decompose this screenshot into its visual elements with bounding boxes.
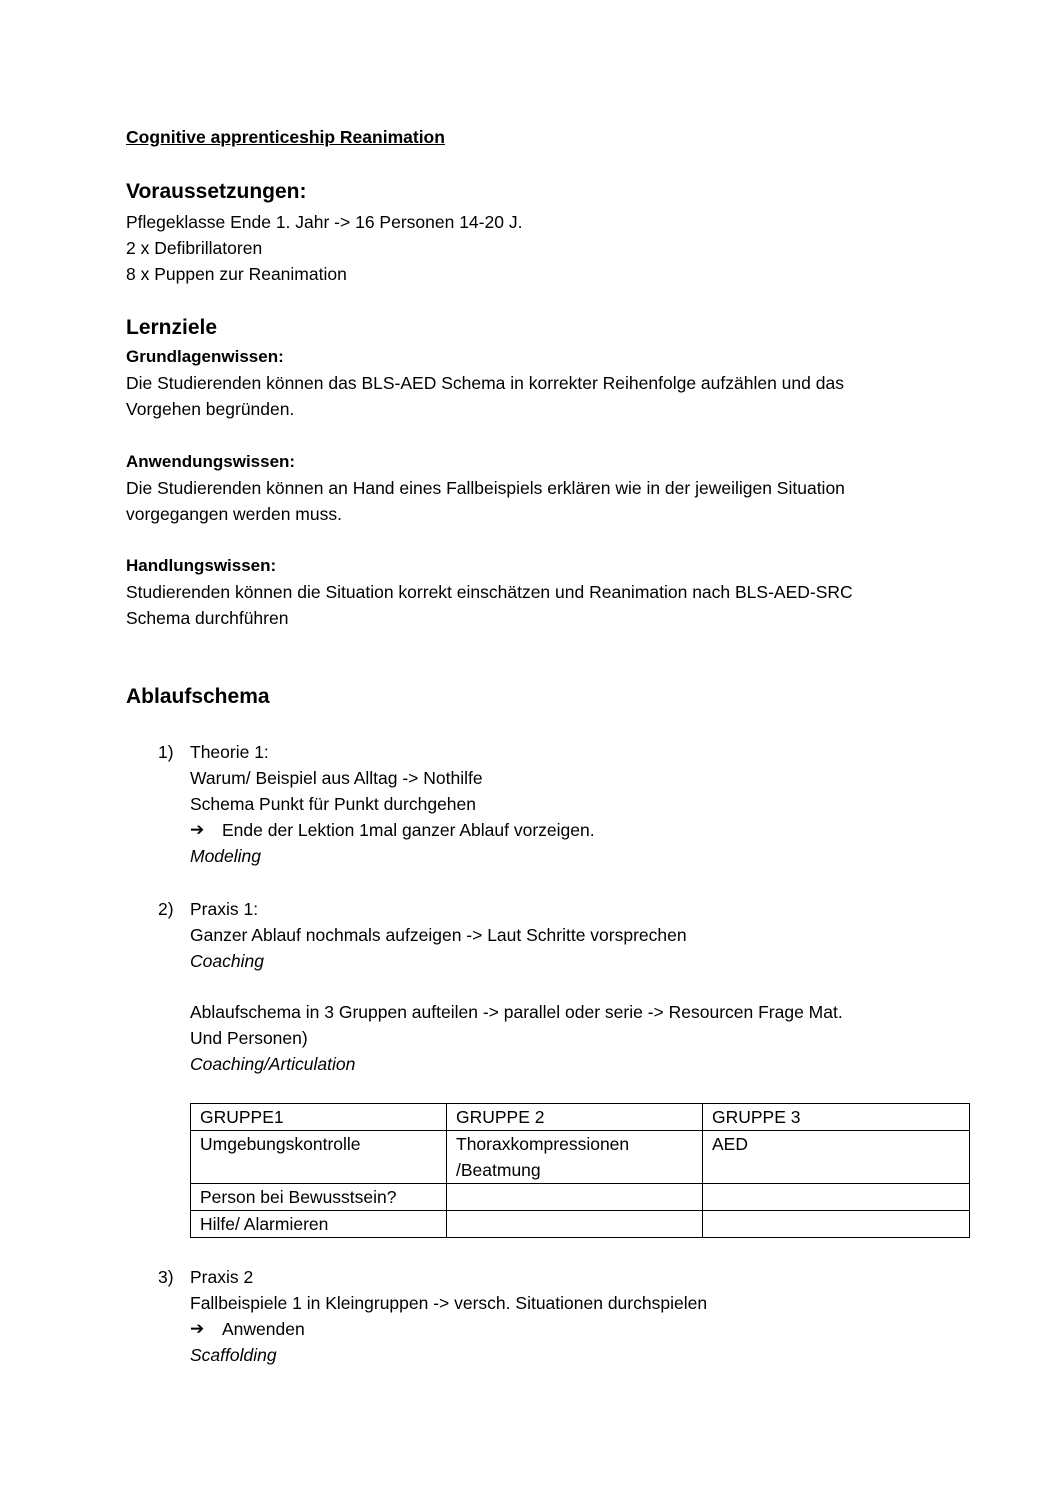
table-cell: [447, 1131, 703, 1184]
step-method: Modeling: [190, 846, 262, 866]
table-row: [191, 1131, 970, 1184]
right-arrow-icon: ➔: [190, 1319, 205, 1338]
grundlagen-line: Vorgehen begründen.: [126, 399, 295, 419]
anwendung-line: Die Studierenden können an Hand eines Fallbeispiels erklären wie in der jeweiligen Situation: [126, 478, 845, 498]
heading-grundlagenwissen: Grundlagenwissen:: [126, 347, 284, 366]
step-label: Theorie 1:: [190, 742, 269, 762]
table-cell-text: Umgebungskontrolle: [200, 1134, 361, 1154]
step-line: Warum/ Beispiel aus Alltag -> Nothilfe: [190, 768, 483, 788]
step-method: Scaffolding: [190, 1345, 277, 1365]
step-label: Praxis 1:: [190, 899, 259, 919]
table-cell-text: Thoraxkompressionen: [456, 1134, 630, 1154]
step-label: Praxis 2: [190, 1267, 254, 1287]
step-line: Ganzer Ablauf nochmals aufzeigen -> Laut Schritte vorsprechen: [190, 925, 687, 945]
step-number: 3): [158, 1267, 174, 1287]
table-cell: [703, 1131, 970, 1184]
heading-anwendungswissen: Anwendungswissen:: [126, 452, 296, 471]
step-number: 1): [158, 742, 174, 762]
step-line: Ablaufschema in 3 Gruppen aufteilen -> parallel oder serie -> Resourcen Frage Mat.: [190, 1002, 843, 1022]
table-cell-text: /Beatmung: [456, 1160, 541, 1180]
heading-voraussetzungen: Voraussetzungen:: [126, 180, 307, 203]
table-cell: Person bei Bewusstsein?: [191, 1184, 447, 1211]
table-cell-text: AED: [712, 1134, 748, 1154]
grundlagen-line: Die Studierenden können das BLS-AED Schema in korrekter Reihenfolge aufzählen und das: [126, 373, 844, 393]
right-arrow-icon: ➔: [190, 820, 205, 839]
voraussetzung-line: 8 x Puppen zur Reanimation: [126, 264, 347, 284]
step-line: Schema Punkt für Punkt durchgehen: [190, 794, 477, 814]
table-header-cell: GRUPPE 3: [703, 1104, 970, 1131]
step-method: Coaching: [190, 951, 264, 971]
heading-lernziele: Lernziele: [126, 316, 218, 339]
step-arrow-line: Ende der Lektion 1mal ganzer Ablauf vorzeigen.: [222, 820, 595, 840]
voraussetzung-line: 2 x Defibrillatoren: [126, 238, 263, 258]
voraussetzung-line: Pflegeklasse Ende 1. Jahr -> 16 Personen 14-20 J.: [126, 212, 523, 232]
step-method: Coaching/Articulation: [190, 1054, 356, 1074]
handlung-line: Studierenden können die Situation korrekt einschätzen und Reanimation nach BLS-AED-SRC: [126, 582, 853, 602]
table-cell: [191, 1131, 447, 1184]
step-arrow-line: Anwenden: [222, 1319, 305, 1339]
table-cell: [703, 1184, 970, 1211]
table-cell: [447, 1211, 703, 1238]
table-cell: [703, 1211, 970, 1238]
gruppen-table: [190, 1103, 970, 1238]
table-header-row: [191, 1104, 970, 1131]
table-row: [191, 1211, 970, 1238]
table-header-cell: GRUPPE1: [191, 1104, 447, 1131]
table-cell: [447, 1184, 703, 1211]
document-title: Cognitive apprenticeship Reanimation: [126, 127, 445, 147]
step-number: 2): [158, 899, 174, 919]
heading-ablaufschema: Ablaufschema: [126, 685, 270, 708]
step-line: Fallbeispiele 1 in Kleingruppen -> versch. Situationen durchspielen: [190, 1293, 708, 1313]
step-line: Und Personen): [190, 1028, 308, 1048]
anwendung-line: vorgegangen werden muss.: [126, 504, 342, 524]
handlung-line: Schema durchführen: [126, 608, 289, 628]
heading-handlungswissen: Handlungswissen:: [126, 556, 277, 575]
table-cell: Hilfe/ Alarmieren: [191, 1211, 447, 1238]
table-header-cell: GRUPPE 2: [447, 1104, 703, 1131]
table-row: [191, 1184, 970, 1211]
